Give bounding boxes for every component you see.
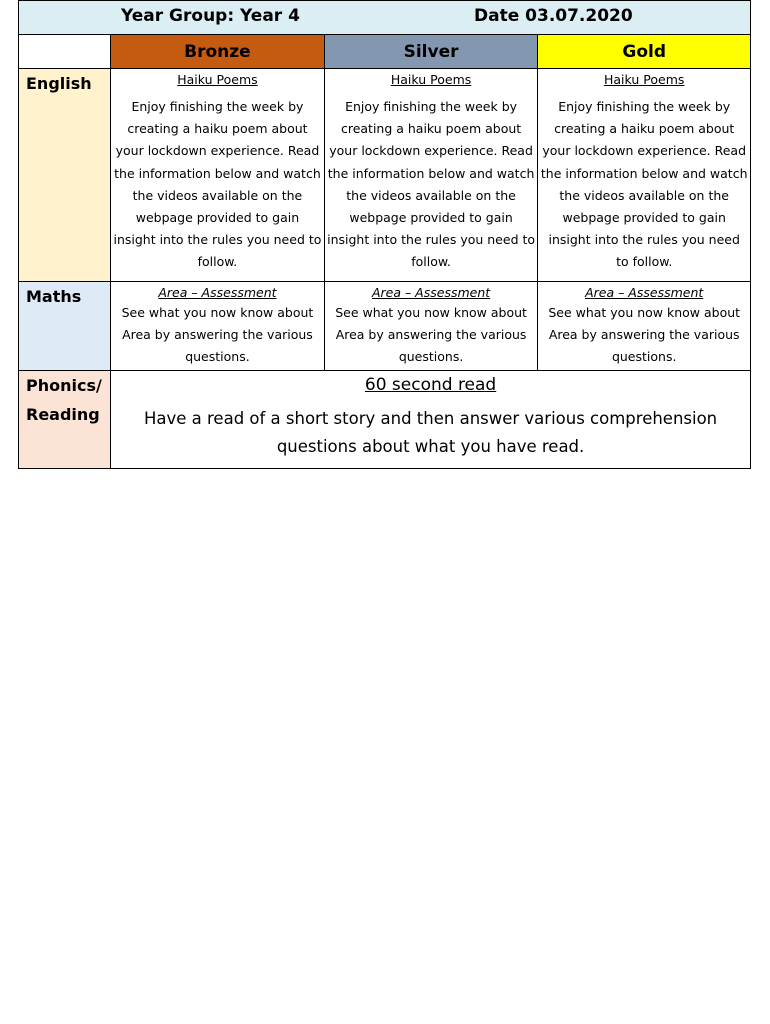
english-silver-title: Haiku Poems (390, 72, 472, 87)
maths-silver-body: See what you now know about Area by answering the various questions. (335, 305, 527, 365)
english-silver-body: Enjoy finishing the week by creating a haiku poem about your lockdown experience. Read the information below and watch the videos available on the webpage provided to gain insight into the rules you need to follow. (327, 99, 536, 270)
maths-gold-cell (538, 282, 751, 371)
phonics-title: 60 second read (364, 375, 497, 395)
english-silver-cell (324, 69, 538, 282)
maths-silver-title: Area – Assessment (371, 285, 491, 300)
maths-row (19, 282, 751, 371)
tier-bronze-header: Bronze (111, 35, 325, 69)
english-bronze-cell (111, 69, 325, 282)
phonics-cell (111, 371, 751, 469)
timetable-grid (18, 0, 751, 469)
phonics-subject-label: Phonics/ Reading (19, 371, 111, 469)
maths-gold-title: Area – Assessment (585, 285, 704, 300)
maths-bronze-body: See what you now know about Area by answering the various questions. (121, 305, 314, 365)
tier-silver-header: Silver (324, 35, 538, 69)
tier-row (19, 35, 751, 69)
maths-bronze-title: Area – Assessment (158, 285, 277, 300)
maths-bronze-cell (111, 282, 325, 371)
english-bronze-title: Haiku Poems (177, 72, 258, 87)
year-group-label: Year Group: Year 4 (121, 6, 300, 26)
english-bronze-body: Enjoy finishing the week by creating a haiku poem about your lockdown experience. Read the information below and watch the videos available on the webpage provided to gain insight into the rules you need to follow. (113, 99, 322, 270)
maths-silver-cell (324, 282, 538, 371)
tier-gold-header: Gold (538, 35, 751, 69)
header-cell (19, 1, 751, 35)
maths-gold-body: See what you now know about Area by answering the various questions. (548, 305, 741, 365)
tier-corner-cell (19, 35, 111, 69)
english-gold-body: Enjoy finishing the week by creating a haiku poem about your lockdown experience. Read the information below and watch the videos available on the webpage provided to gain insight into the rules you need to follow. (540, 99, 748, 270)
header-row (19, 1, 751, 35)
maths-subject-label: Maths (19, 282, 111, 371)
date-label: Date 03.07.2020 (474, 6, 633, 26)
english-gold-title: Haiku Poems (603, 72, 685, 87)
phonics-row (19, 371, 751, 469)
english-gold-cell (538, 69, 751, 282)
english-row (19, 69, 751, 282)
english-subject-label: English (19, 69, 111, 282)
phonics-body: Have a read of a short story and then answer various comprehension questions about what you have read. (143, 409, 718, 456)
